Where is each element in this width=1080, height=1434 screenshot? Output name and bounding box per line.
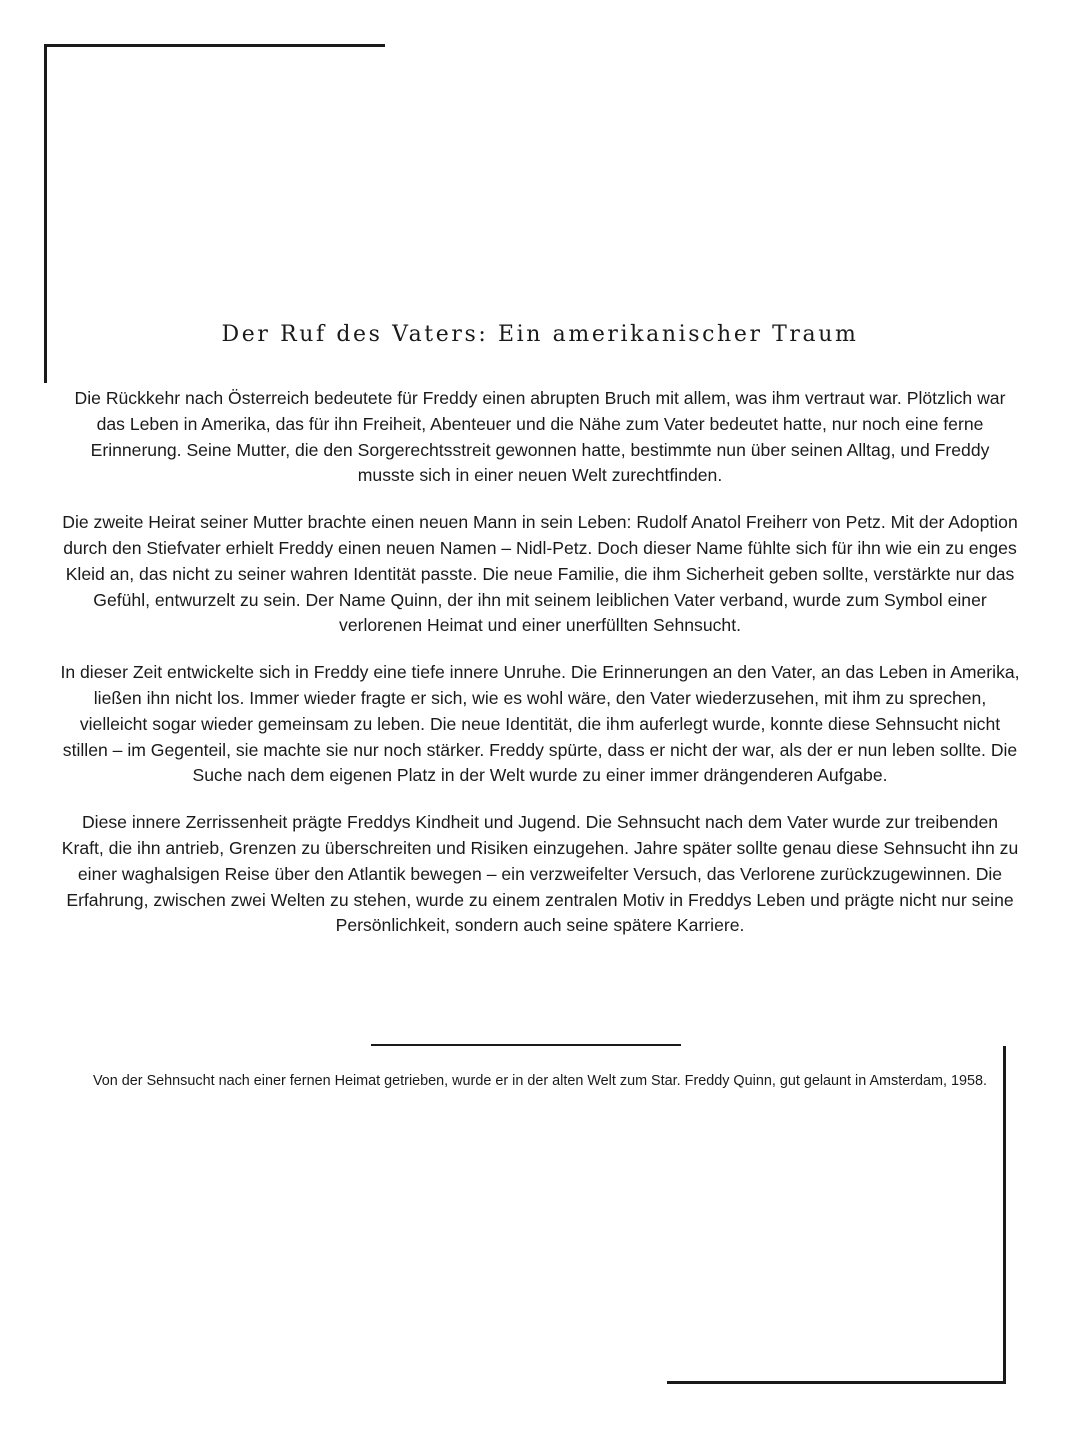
paragraph-2: Die zweite Heirat seiner Mutter brachte einen neuen Mann in sein Leben: Rudolf Anatol Freiherr von Petz. Mit der Adoption durch den Stiefvater erhielt Freddy einen neuen Namen – Nidl-Petz. Doch dieser Name fühlte sich für ihn wie ein zu enges Kleid an, das nicht zu seiner wahren Identität passte. Die neue Familie, die ihm Sicherheit geben sollte, verstärkte nur das Gefühl, entwurzelt zu sein. Der Name Quinn, der ihn mit seinem leiblichen Vater verband, wurde zum Symbol einer verlorenen Heimat und einer unerfüllten Sehnsucht. [62, 512, 1018, 636]
caption-divider [371, 1044, 681, 1046]
frame-corner-bottom-vertical [1003, 1046, 1006, 1384]
frame-corner-top-horizontal [44, 44, 385, 47]
page-title: Der Ruf des Vaters: Ein amerikanischer Traum [221, 322, 859, 347]
paragraph-4: Diese innere Zerrissenheit prägte Freddys Kindheit und Jugend. Die Sehnsucht nach dem Vater wurde zur treibenden Kraft, die ihn antrieb, Grenzen zu überschreiten und Risiken einzugehen. Jahre später sollte genau diese Sehnsucht ihn zu einer waghalsigen Reise über den Atlantik bewegen – ein verzweifelter Versuch, das Verlorene zurückzugewinnen. Die Erfahrung, zwischen zwei Welten zu stehen, wurde zu einem zentralen Motiv in Freddys Leben und prägte nicht nur seine Persönlichkeit, sondern auch seine spätere Karriere. [61, 812, 1019, 936]
paragraph-1: Die Rückkehr nach Österreich bedeutete für Freddy einen abrupten Bruch mit allem, was ihm vertraut war. Plötzlich war das Leben in Amerika, das für ihn Freiheit, Abenteuer und die Nähe zum Vater bedeutet hatte, nur noch eine ferne Erinnerung. Seine Mutter, die den Sorgerechtsstreit gewonnen hatte, bestimmte nun über seinen Alltag, und Freddy musste sich in einer neuen Welt zurechtfinden. [74, 388, 1006, 486]
body-text [60, 386, 1020, 960]
paragraph-3: In dieser Zeit entwickelte sich in Freddy eine tiefe innere Unruhe. Die Erinnerungen an den Vater, an das Leben in Amerika, ließen ihn nicht los. Immer wieder fragte er sich, wie es wohl wäre, den Vater wiederzusehen, mit ihm zu sprechen, vielleicht sogar wieder gemeinsam zu leben. Die neue Identität, die ihm auferlegt wurde, konnte diese Sehnsucht nicht stillen – im Gegenteil, sie machte sie nur noch stärker. Freddy spürte, dass er nicht der war, als der er nun leben sollte. Die Suche nach dem eigenen Platz in der Welt wurde zu einer immer drängenderen Aufgabe. [60, 662, 1020, 786]
photo-caption: Von der Sehnsucht nach einer fernen Heimat getrieben, wurde er in der alten Welt zum Star. Freddy Quinn, gut gelaunt in Amsterdam, 1958. [92, 1073, 988, 1089]
frame-corner-bottom-horizontal [667, 1381, 1006, 1384]
